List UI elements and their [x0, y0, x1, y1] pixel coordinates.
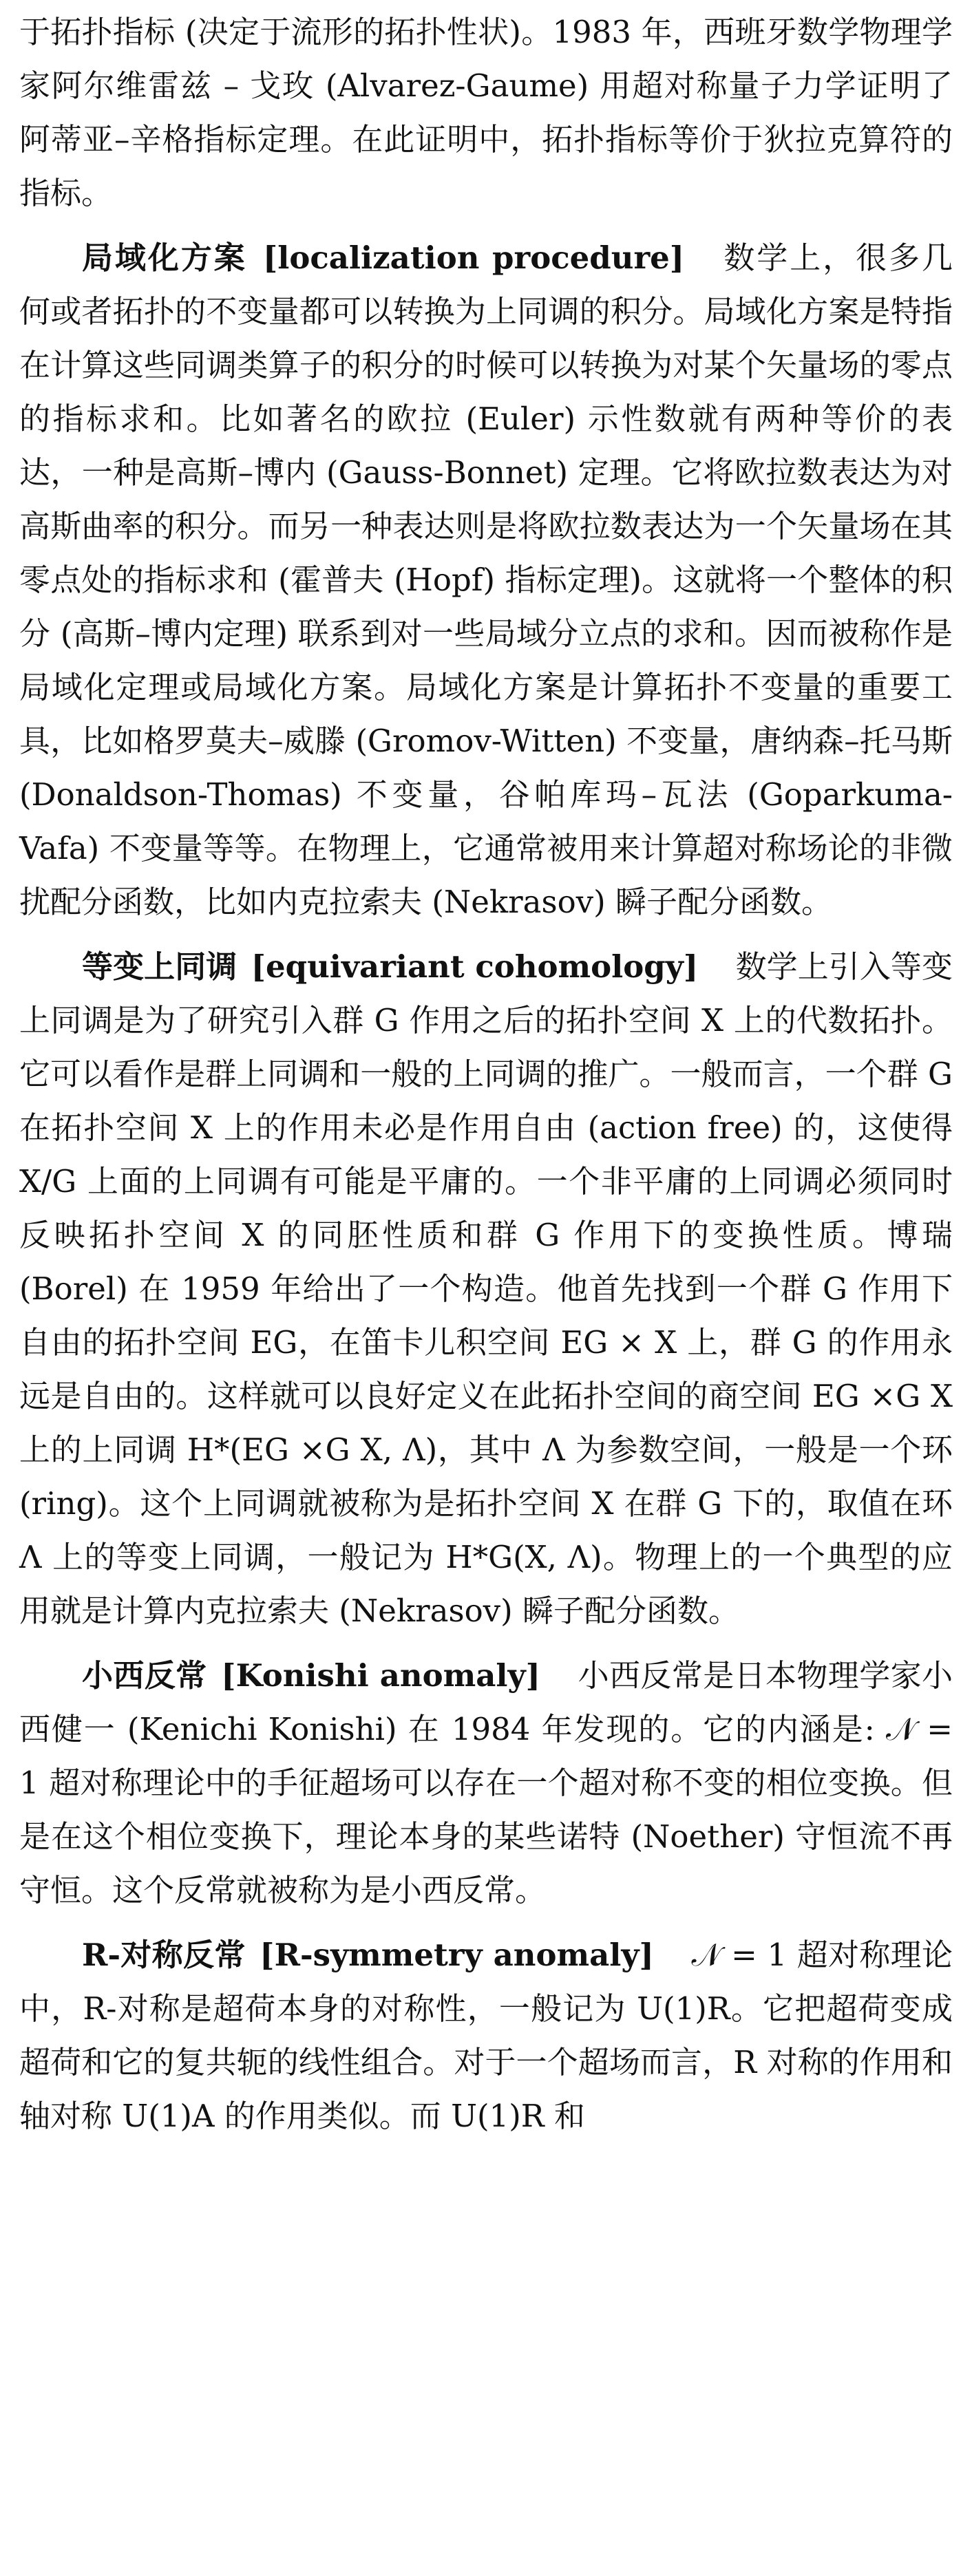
paragraph-body: 数学上引入等变上同调是为了研究引入群 G 作用之后的拓扑空间 X 上的代数拓扑。它可以看作是群上同调和一般的上同调的推广。一般而言，一个群 G 在拓扑空间 X 上的作用未必是作用自由 (action free) 的，这使得 X/G 上面的上同调有可能是平庸的。一个非平庸的上同调必须同时反映拓扑空间 X 的同胚性质和群 G 作用下的变换性质。博瑞 (Borel) 在 1959 年给出了一个构造。他首先找到一个群 G 作用下自由的拓扑空间 EG，在笛卡儿积空间 EG × X 上，群 G 的作用永远是自由的。这样就可以良好定义在此拓扑空间的商空间 EG ×G X 上的上同调 H*(EG ×G X, Λ)，其中 Λ 为参数空间，一般是一个环 (ring)。这个上同调就被称为是拓扑空间 X 在群 G 下的，取值在环 Λ 上的等变上同调，一般记为 H*G(X, Λ)。物理上的一个典型的应用就是计算内克拉索夫 (Nekrasov) 瞬子配分函数。: [19, 948, 953, 1629]
paragraph-equivariant-cohomology: [19, 940, 953, 1638]
paragraph-body: 𝒩 = 1 超对称理论中，R-对称是超荷本身的对称性，一般记为 U(1)R。它把超荷变成超荷和它的复共轭的线性组合。对于一个超场而言，R 对称的作用和轴对称 U(1)A 的作用类似。而 U(1)R 和: [19, 1937, 953, 2134]
paragraph-topological-index: [19, 6, 953, 220]
term-english: [equivariant cohomology]: [251, 948, 699, 985]
paragraph-r-symmetry-anomaly: [19, 1928, 953, 2143]
term-heading: 等变上同调: [82, 948, 237, 985]
term-english: [Konishi anomaly]: [221, 1657, 540, 1694]
paragraph-body: 数学上，很多几何或者拓扑的不变量都可以转换为上同调的积分。局域化方案是特指在计算这些同调类算子的积分的时候可以转换为对某个矢量场的零点的指标求和。比如著名的欧拉 (Euler) 示性数就有两种等价的表达，一种是高斯–博内 (Gauss-Bonnet) 定理。它将欧拉数表达为对高斯曲率的积分。而另一种表达则是将欧拉数表达为一个矢量场在其零点处的指标求和 (霍普夫 (Hopf) 指标定理)。这就将一个整体的积分 (高斯–博内定理) 联系到对一些局域分立点的求和。因而被称作是局域化定理或局域化方案。局域化方案是计算拓扑不变量的重要工具，比如格罗莫夫–威滕 (Gromov-Witten) 不变量，唐纳森–托马斯 (Donaldson-Thomas) 不变量，谷帕库玛–瓦法 (Goparkuma-Vafa) 不变量等等。在物理上，它通常被用来计算超对称场论的非微扰配分函数，比如内克拉索夫 (Nekrasov) 瞬子配分函数。: [19, 239, 953, 920]
paragraph-body: 小西反常是日本物理学家小西健一 (Kenichi Konishi) 在 1984 年发现的。它的内涵是: 𝒩 = 1 超对称理论中的手征超场可以存在一个超对称不变的相位变换。但是在这个相位变换下，理论本身的某些诺特 (Noether) 守恒流不再守恒。这个反常就被称为是小西反常。: [19, 1657, 953, 1908]
term-english: [R-symmetry anomaly]: [260, 1937, 654, 1973]
paragraph-konishi-anomaly: [19, 1649, 953, 1917]
paragraph-body: 于拓扑指标 (决定于流形的拓扑性状)。1983 年，西班牙数学物理学家阿尔维雷兹 – 戈玫 (Alvarez-Gaume) 用超对称量子力学证明了阿蒂亚–辛格指标定理。在此证明中，拓扑指标等价于狄拉克算符的指标。: [19, 14, 953, 211]
paragraph-localization: [19, 231, 953, 929]
term-heading: 小西反常: [82, 1657, 207, 1694]
term-english: [localization procedure]: [262, 239, 685, 276]
term-heading: R-对称反常: [82, 1937, 246, 1973]
term-heading: 局域化方案: [82, 239, 247, 276]
